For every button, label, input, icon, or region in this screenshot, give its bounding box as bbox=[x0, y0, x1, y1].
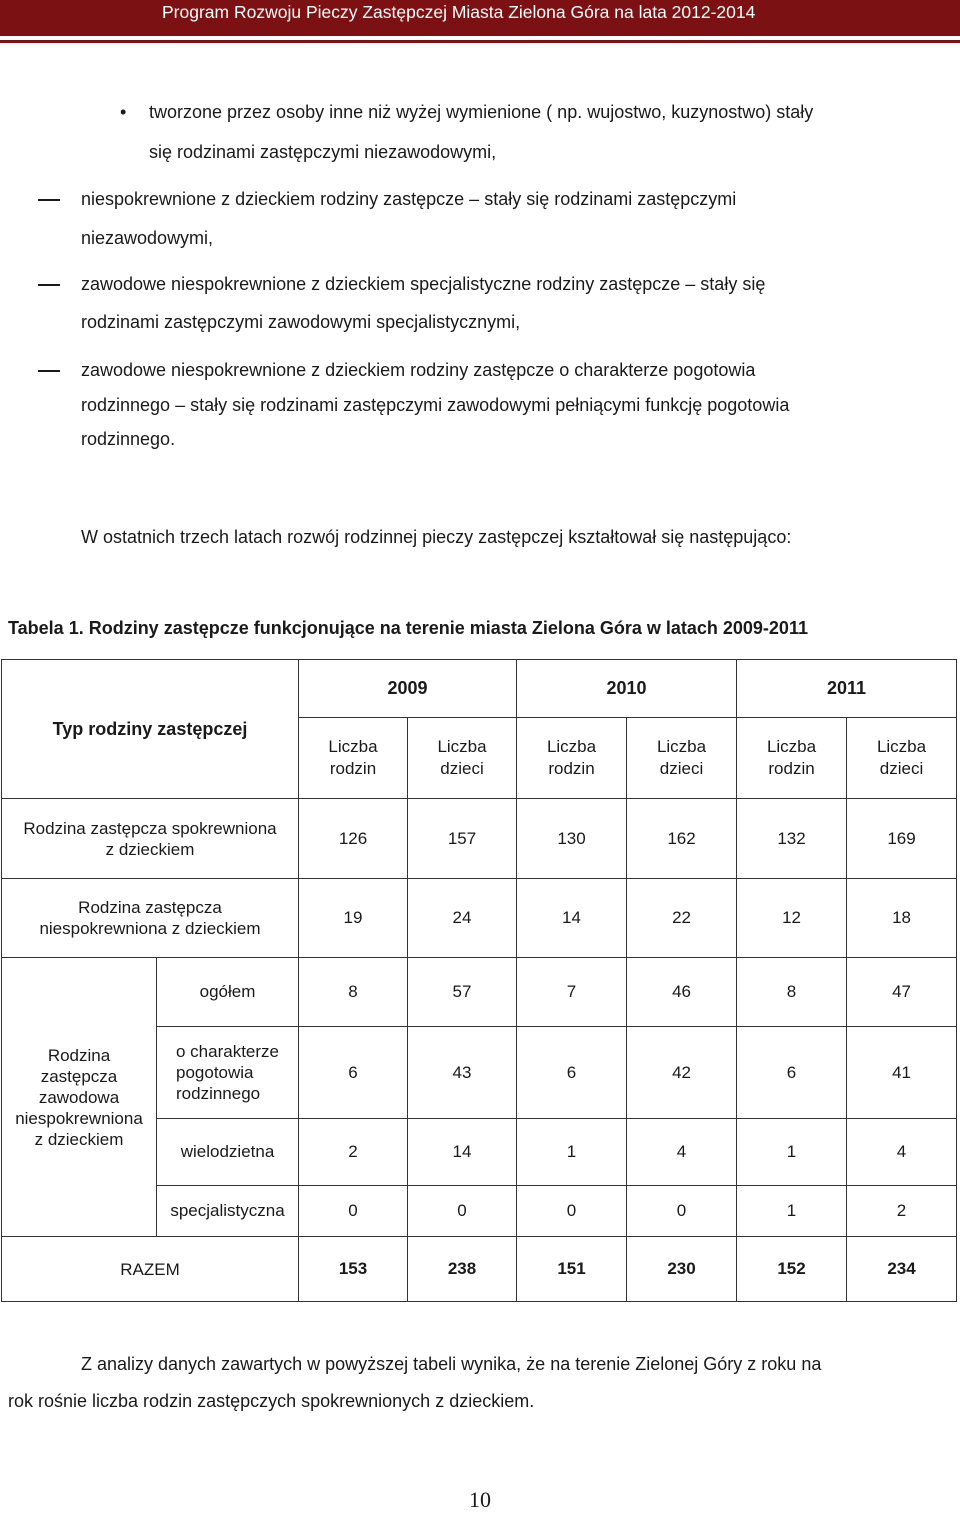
table-cell: 0 bbox=[408, 1186, 517, 1237]
table-cell: 2 bbox=[847, 1186, 957, 1237]
table-cell: 126 bbox=[299, 799, 408, 879]
subheader-rodzin: Liczba rodzin bbox=[517, 718, 627, 799]
sublabel-pogotowie: o charakterze pogotowia rodzinnego bbox=[157, 1027, 299, 1119]
dash1-text-line2: niezawodowymi, bbox=[81, 228, 214, 248]
table-cell: 4 bbox=[627, 1119, 737, 1186]
table-cell: 151 bbox=[517, 1237, 627, 1302]
table-cell: 8 bbox=[299, 958, 408, 1027]
subheader-dzieci: Liczba dzieci bbox=[847, 718, 957, 799]
subheader-rodzin: Liczba rodzin bbox=[737, 718, 847, 799]
table-total-row bbox=[2, 1237, 957, 1302]
table-cell: 42 bbox=[627, 1027, 737, 1119]
table-cell: 1 bbox=[737, 1119, 847, 1186]
table-cell: 8 bbox=[737, 958, 847, 1027]
table-cell: 22 bbox=[627, 879, 737, 958]
dash-icon bbox=[38, 370, 60, 372]
table-cell: 24 bbox=[408, 879, 517, 958]
table-cell: 0 bbox=[627, 1186, 737, 1237]
type-header-label: Typ rodziny zastępczej bbox=[52, 718, 248, 739]
table-cell: 46 bbox=[627, 958, 737, 1027]
row-label-zawodowa: Rodzina zastępcza zawodowa niespokrewniona z dzieckiem bbox=[2, 958, 157, 1237]
row-label-spokrewniona: Rodzina zastępcza spokrewniona z dzieckiem bbox=[2, 799, 299, 879]
year-header-2011: 2011 bbox=[737, 660, 957, 718]
foster-families-table bbox=[1, 659, 957, 1302]
dash3-text-line3: rodzinnego. bbox=[81, 429, 176, 449]
table-cell: 57 bbox=[408, 958, 517, 1027]
table-cell: 1 bbox=[517, 1119, 627, 1186]
table-cell: 0 bbox=[517, 1186, 627, 1237]
table-cell: 157 bbox=[408, 799, 517, 879]
dash-icon bbox=[38, 199, 60, 201]
table-cell: 14 bbox=[517, 879, 627, 958]
conclusion-line2: rok rośnie liczba rodzin zastępczych spokrewnionych z dzieckiem. bbox=[8, 1391, 535, 1411]
year-header-2010: 2010 bbox=[517, 660, 737, 718]
table-cell: 6 bbox=[737, 1027, 847, 1119]
sublabel-ogolem: ogółem bbox=[157, 958, 299, 1027]
table-cell: 41 bbox=[847, 1027, 957, 1119]
dash-icon bbox=[38, 284, 60, 286]
table-cell: 12 bbox=[737, 879, 847, 958]
table-cell: 153 bbox=[299, 1237, 408, 1302]
table-cell: 1 bbox=[737, 1186, 847, 1237]
table-cell: 0 bbox=[299, 1186, 408, 1237]
bullet-text-line2: się rodzinami zastępczymi niezawodowymi, bbox=[149, 142, 497, 162]
year-header-2009: 2009 bbox=[299, 660, 517, 718]
table-cell: 14 bbox=[408, 1119, 517, 1186]
sublabel-wielodzietna: wielodzietna bbox=[157, 1119, 299, 1186]
table-cell: 169 bbox=[847, 799, 957, 879]
table-cell: 19 bbox=[299, 879, 408, 958]
table-cell: 230 bbox=[627, 1237, 737, 1302]
subheader-dzieci: Liczba dzieci bbox=[627, 718, 737, 799]
table-cell: 6 bbox=[299, 1027, 408, 1119]
table-cell: 47 bbox=[847, 958, 957, 1027]
table-cell: 4 bbox=[847, 1119, 957, 1186]
sublabel-specjalistyczna: specjalistyczna bbox=[157, 1186, 299, 1237]
subheader-rodzin: Liczba rodzin bbox=[299, 718, 408, 799]
table-caption: Tabela 1. Rodziny zastępcze funkcjonujące na terenie miasta Zielona Góra w latach 2009-2011 bbox=[8, 618, 808, 638]
bullet-text-line1: tworzone przez osoby inne niż wyżej wymienione ( np. wujostwo, kuzynostwo) stały bbox=[149, 102, 814, 122]
table-row bbox=[2, 799, 957, 879]
table-cell: 238 bbox=[408, 1237, 517, 1302]
table-cell: 43 bbox=[408, 1027, 517, 1119]
bullet-icon: • bbox=[120, 102, 127, 122]
table-row bbox=[2, 879, 957, 958]
header-rule bbox=[0, 40, 960, 43]
table-cell: 152 bbox=[737, 1237, 847, 1302]
table-cell: 2 bbox=[299, 1119, 408, 1186]
table-row bbox=[2, 958, 957, 1027]
table-cell: 130 bbox=[517, 799, 627, 879]
table-header-row bbox=[2, 660, 957, 718]
table-cell: 18 bbox=[847, 879, 957, 958]
conclusion-line1: Z analizy danych zawartych w powyższej tabeli wynika, że na terenie Zielonej Góry z roku na bbox=[81, 1354, 822, 1374]
table-cell: 7 bbox=[517, 958, 627, 1027]
page-header bbox=[0, 0, 960, 36]
table-cell: 234 bbox=[847, 1237, 957, 1302]
row-label-niespokrewniona: Rodzina zastępcza niespokrewniona z dzieckiem bbox=[2, 879, 299, 958]
subheader-dzieci: Liczba dzieci bbox=[408, 718, 517, 799]
dash1-text-line1: niespokrewnione z dzieckiem rodziny zastępcze – stały się rodzinami zastępczymi bbox=[81, 189, 737, 209]
table-cell: 162 bbox=[627, 799, 737, 879]
dash3-text-line1: zawodowe niespokrewnione z dzieckiem rodziny zastępcze o charakterze pogotowia bbox=[81, 360, 756, 380]
intro-text: W ostatnich trzech latach rozwój rodzinnej pieczy zastępczej kształtował się następująco: bbox=[81, 527, 792, 547]
row-label-razem: RAZEM bbox=[2, 1237, 299, 1302]
type-header bbox=[2, 660, 299, 799]
dash2-text-line1: zawodowe niespokrewnione z dzieckiem specjalistyczne rodziny zastępcze – stały się bbox=[81, 274, 766, 294]
dash2-text-line2: rodzinami zastępczymi zawodowymi specjalistycznymi, bbox=[81, 312, 521, 332]
header-title: Program Rozwoju Pieczy Zastępczej Miasta Zielona Góra na lata 2012-2014 bbox=[162, 2, 756, 22]
table-cell: 132 bbox=[737, 799, 847, 879]
page-number: 10 bbox=[469, 1487, 491, 1512]
table-cell: 6 bbox=[517, 1027, 627, 1119]
dash3-text-line2: rodzinnego – stały się rodzinami zastępczymi zawodowymi pełniącymi funkcję pogotowia bbox=[81, 395, 790, 415]
